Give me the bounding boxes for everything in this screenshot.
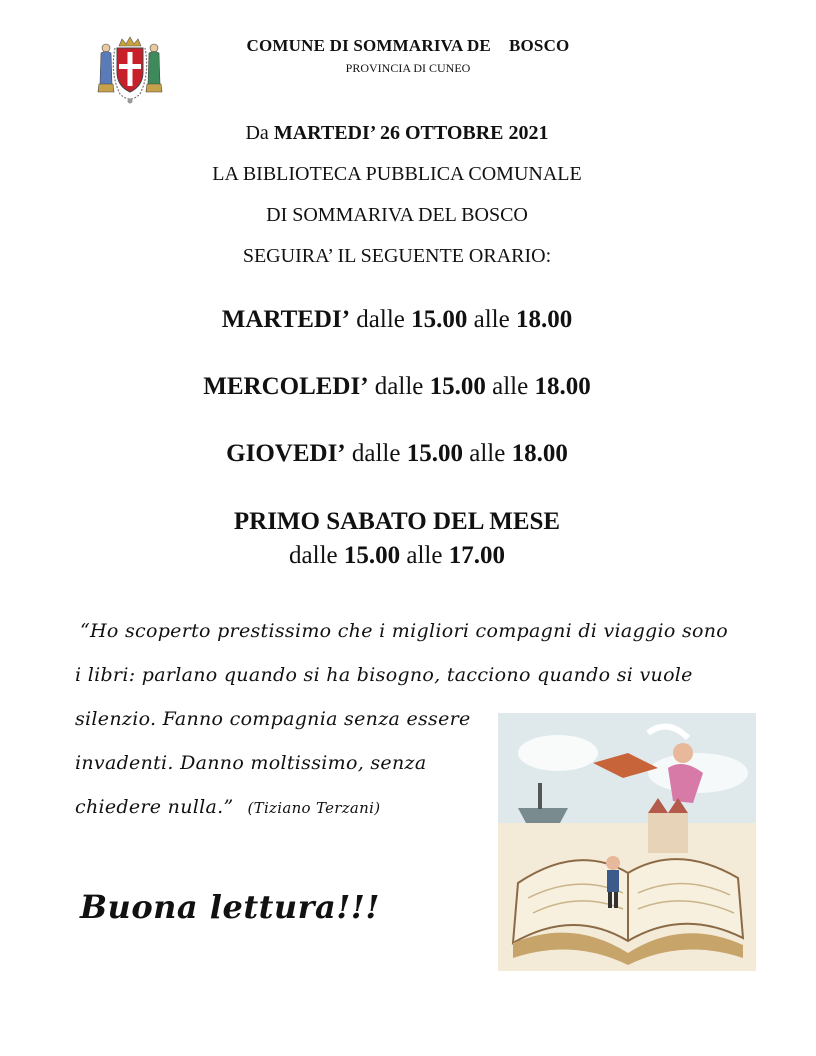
intro-line-schedule: SEGUIRA’ IL SEGUENTE ORARIO: xyxy=(242,245,552,267)
quote-line: i libri: parlano quando si ha bisogno, tacciono quando si vuole xyxy=(75,664,693,686)
municipality-title: COMUNE DI SOMMARIVA DE BOSCO xyxy=(246,36,570,55)
quote-last-line xyxy=(75,796,380,818)
quote-author: (Tiziano Terzani) xyxy=(247,799,381,817)
intro-line-library: LA BIBLIOTECA PUBBLICA COMUNALE xyxy=(212,163,582,185)
saturday-hours: dalle 15.00 alle 17.00 xyxy=(289,542,505,569)
schedule-row-thursday: GIOVEDI’ dalle 15.00 alle 18.00 xyxy=(226,440,568,467)
schedule-row-tuesday: MARTEDI’ dalle 15.00 alle 18.00 xyxy=(221,306,573,333)
schedule-row-wednesday: MERCOLEDI’ dalle 15.00 alle 18.00 xyxy=(203,373,591,400)
saturday-title: PRIMO SABATO DEL MESE xyxy=(233,508,561,535)
open-book-illustration-icon xyxy=(498,713,756,971)
quote-line: invadenti. Danno moltissimo, senza xyxy=(75,752,427,774)
quote-line: silenzio. Fanno compagnia senza essere xyxy=(75,708,471,730)
quote-line: “Ho scoperto prestissimo che i migliori compagni di viaggio sono xyxy=(80,620,729,642)
intro-line-town: DI SOMMARIVA DEL BOSCO xyxy=(266,204,528,226)
province-subtitle: PROVINCIA DI CUNEO xyxy=(345,61,471,75)
intro-date-line: Da MARTEDI’ 26 OTTOBRE 2021 xyxy=(245,122,549,144)
farewell-text: Buona lettura!!! xyxy=(80,888,380,926)
quote-line: chiedere nulla.” xyxy=(75,796,234,818)
